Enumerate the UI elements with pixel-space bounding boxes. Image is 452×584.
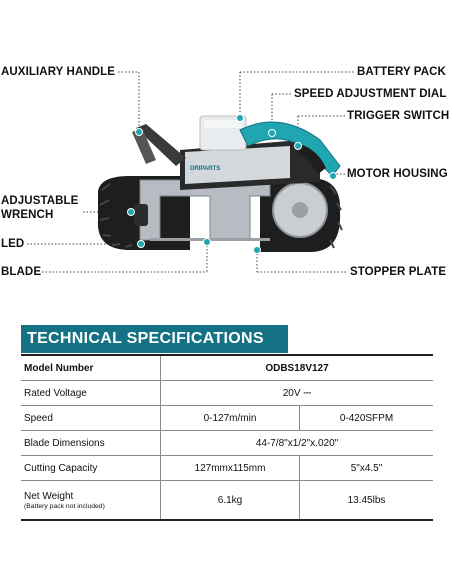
spec-table [21,354,433,521]
table-row [21,481,433,521]
callout-adjustable-wrench-line2: WRENCH [1,209,54,221]
rated-voltage-value: 20V ⎓ [161,381,434,406]
brand-text: DRIPARTS [190,166,221,172]
spec-title-banner: TECHNICAL SPECIFICATIONS [21,325,288,353]
callout-speed-adjustment-dial: SPEED ADJUSTMENT DIAL [294,88,447,100]
blade-dimensions-label: Blade Dimensions [21,431,161,456]
callout-auxiliary-handle: AUXILIARY HANDLE [1,66,116,78]
rated-voltage-label: Rated Voltage [21,381,161,406]
speed-metric: 0-127m/min [161,406,300,431]
cutting-capacity-label: Cutting Capacity [21,456,161,481]
net-weight-cell [21,481,161,521]
callout-adjustable-wrench-line1: ADJUSTABLE [1,195,79,207]
model-number-value: ODBS18V127 [161,355,434,381]
table-row [21,456,433,481]
speed-imperial: 0-420SFPM [300,406,434,431]
table-row [21,406,433,431]
net-weight-metric: 6.1kg [161,481,300,521]
cutting-capacity-imperial: 5"x4.5" [300,456,434,481]
callout-adjustable-wrench [1,194,78,222]
callout-battery-pack: BATTERY PACK [357,66,446,78]
callout-led: LED [1,238,25,250]
model-number-label: Model Number [21,355,161,381]
callout-stopper-plate: STOPPER PLATE [350,266,447,278]
callout-trigger-switch: TRIGGER SWITCH [347,110,450,122]
table-row [21,381,433,406]
callout-blade: BLADE [1,266,42,278]
net-weight-imperial: 13.45lbs [300,481,434,521]
table-row [21,431,433,456]
table-row [21,355,433,381]
blade-dimensions-value: 44-7/8"x1/2"x.020" [161,431,434,456]
net-weight-label: Net Weight [24,490,74,502]
cutting-capacity-metric: 127mmx115mm [161,456,300,481]
net-weight-note: (Battery pack not included) [24,502,105,510]
callout-motor-housing: MOTOR HOUSING [347,168,448,180]
speed-label: Speed [21,406,161,431]
